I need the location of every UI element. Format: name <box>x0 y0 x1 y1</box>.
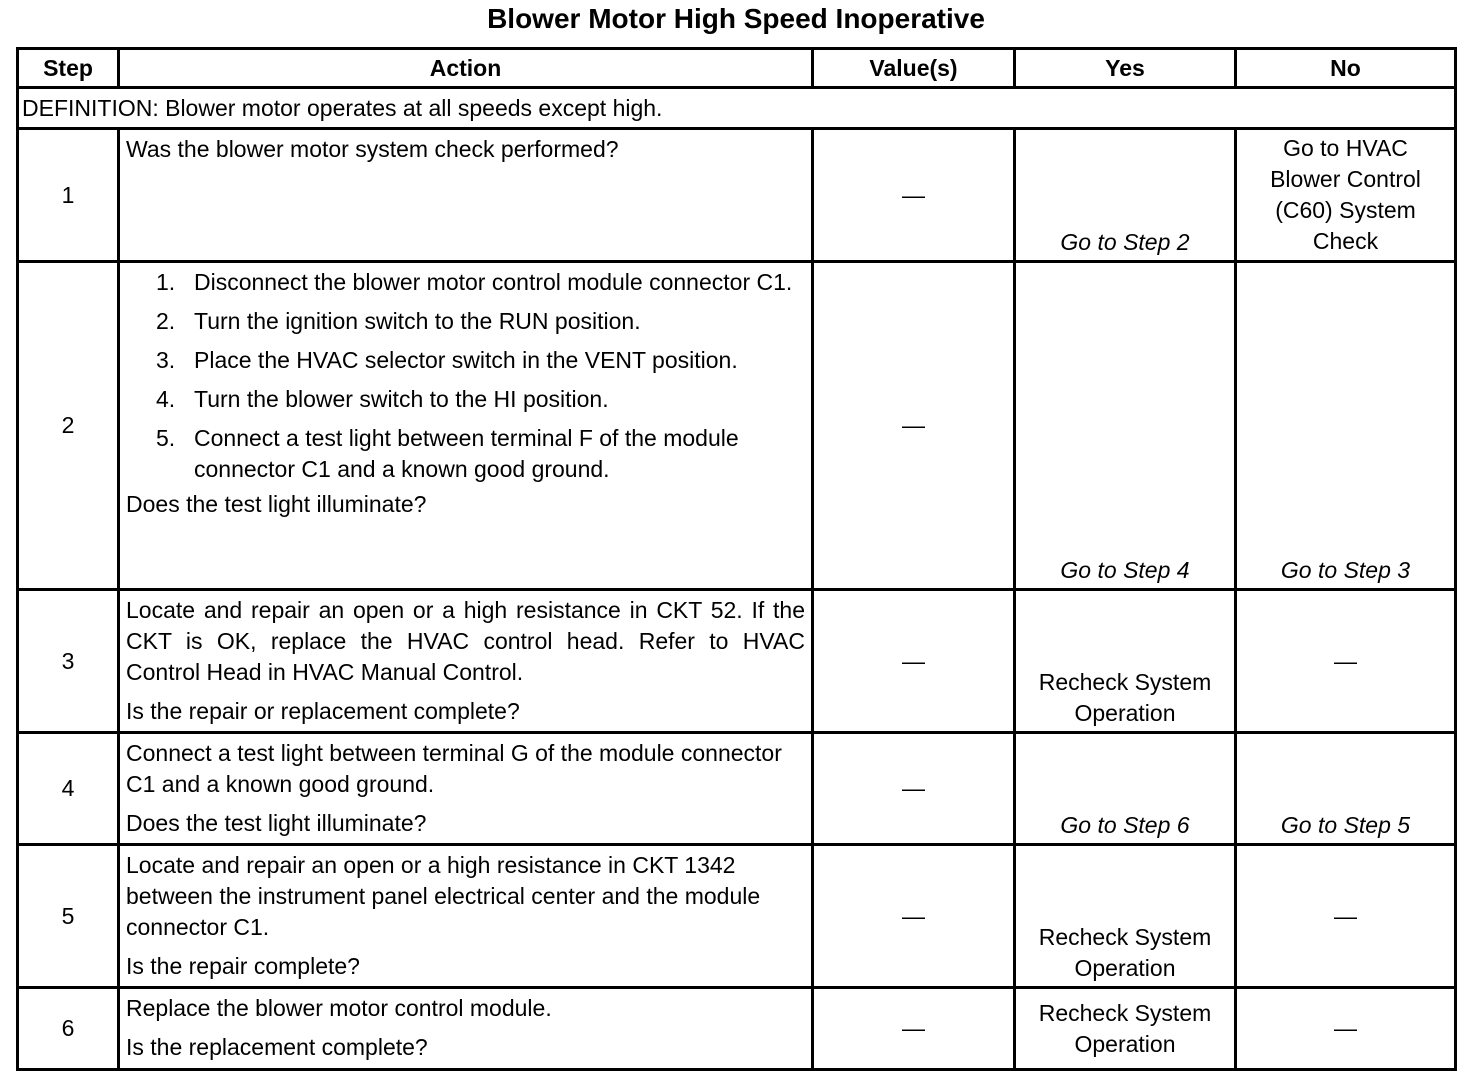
table-row <box>18 590 1456 733</box>
table-row <box>18 129 1456 262</box>
action-cell <box>119 129 813 262</box>
header-step: Step <box>18 49 119 88</box>
yes-cell: Recheck System Operation <box>1015 988 1236 1070</box>
header-values: Value(s) <box>813 49 1015 88</box>
value-cell: — <box>813 845 1015 988</box>
action-cell <box>119 590 813 733</box>
header-row <box>18 49 1456 88</box>
header-no: No <box>1236 49 1456 88</box>
step-number: 2 <box>18 262 119 590</box>
header-yes: Yes <box>1015 49 1236 88</box>
no-cell: — <box>1236 845 1456 988</box>
yes-cell: Go to Step 4 <box>1015 262 1236 590</box>
table-row <box>18 845 1456 988</box>
step-number: 4 <box>18 733 119 845</box>
step-number: 1 <box>18 129 119 262</box>
action-steps-list <box>126 267 805 485</box>
diagnostic-table <box>16 47 1457 1071</box>
no-cell: — <box>1236 988 1456 1070</box>
value-cell: — <box>813 262 1015 590</box>
action-question: Does the test light illuminate? <box>126 810 427 836</box>
action-text: Locate and repair an open or a high resistance in CKT 52. If the CKT is OK, replace the HVAC control head. Refer to HVAC Control Head in HVAC Manual Control. <box>126 597 805 685</box>
action-question: Is the repair complete? <box>126 953 360 979</box>
value-cell: — <box>813 988 1015 1070</box>
action-question: Is the replacement complete? <box>126 1034 428 1060</box>
no-cell: Go to Step 5 <box>1236 733 1456 845</box>
action-cell <box>119 845 813 988</box>
action-text: Replace the blower motor control module. <box>126 995 552 1021</box>
no-cell: Go to HVAC Blower Control (C60) System Check <box>1236 129 1456 262</box>
table-row <box>18 988 1456 1070</box>
action-cell <box>119 262 813 590</box>
yes-cell: Recheck System Operation <box>1015 590 1236 733</box>
definition-text: DEFINITION: Blower motor operates at all speeds except high. <box>18 88 1456 129</box>
list-item: 1. Disconnect the blower motor control module connector C1. <box>156 269 793 295</box>
step-number: 6 <box>18 988 119 1070</box>
no-cell: Go to Step 3 <box>1236 262 1456 590</box>
action-text: Locate and repair an open or a high resistance in CKT 1342 between the instrument panel electrical center and the module connector C1. <box>126 852 761 940</box>
step-number: 3 <box>18 590 119 733</box>
step-number: 5 <box>18 845 119 988</box>
yes-cell: Go to Step 6 <box>1015 733 1236 845</box>
page-title: Blower Motor High Speed Inoperative <box>487 3 985 34</box>
action-question: Was the blower motor system check performed? <box>126 136 619 162</box>
value-cell: — <box>813 590 1015 733</box>
table-row <box>18 733 1456 845</box>
list-item: 5. Connect a test light between terminal F of the module connector C1 and a known good ground. <box>156 425 739 482</box>
action-cell <box>119 733 813 845</box>
action-cell <box>119 988 813 1070</box>
yes-cell: Go to Step 2 <box>1015 129 1236 262</box>
definition-row <box>18 88 1456 129</box>
value-cell: — <box>813 129 1015 262</box>
action-question: Is the repair or replacement complete? <box>126 698 520 724</box>
action-question: Does the test light illuminate? <box>126 491 427 517</box>
list-item: 4. Turn the blower switch to the HI position. <box>156 386 609 412</box>
value-cell: — <box>813 733 1015 845</box>
action-text: Connect a test light between terminal G of the module connector C1 and a known good ground. <box>126 740 782 797</box>
table-row <box>18 262 1456 590</box>
no-cell: — <box>1236 590 1456 733</box>
header-action: Action <box>119 49 813 88</box>
list-item: 2. Turn the ignition switch to the RUN position. <box>156 308 641 334</box>
list-item: 3. Place the HVAC selector switch in the VENT position. <box>156 347 738 373</box>
yes-cell: Recheck System Operation <box>1015 845 1236 988</box>
